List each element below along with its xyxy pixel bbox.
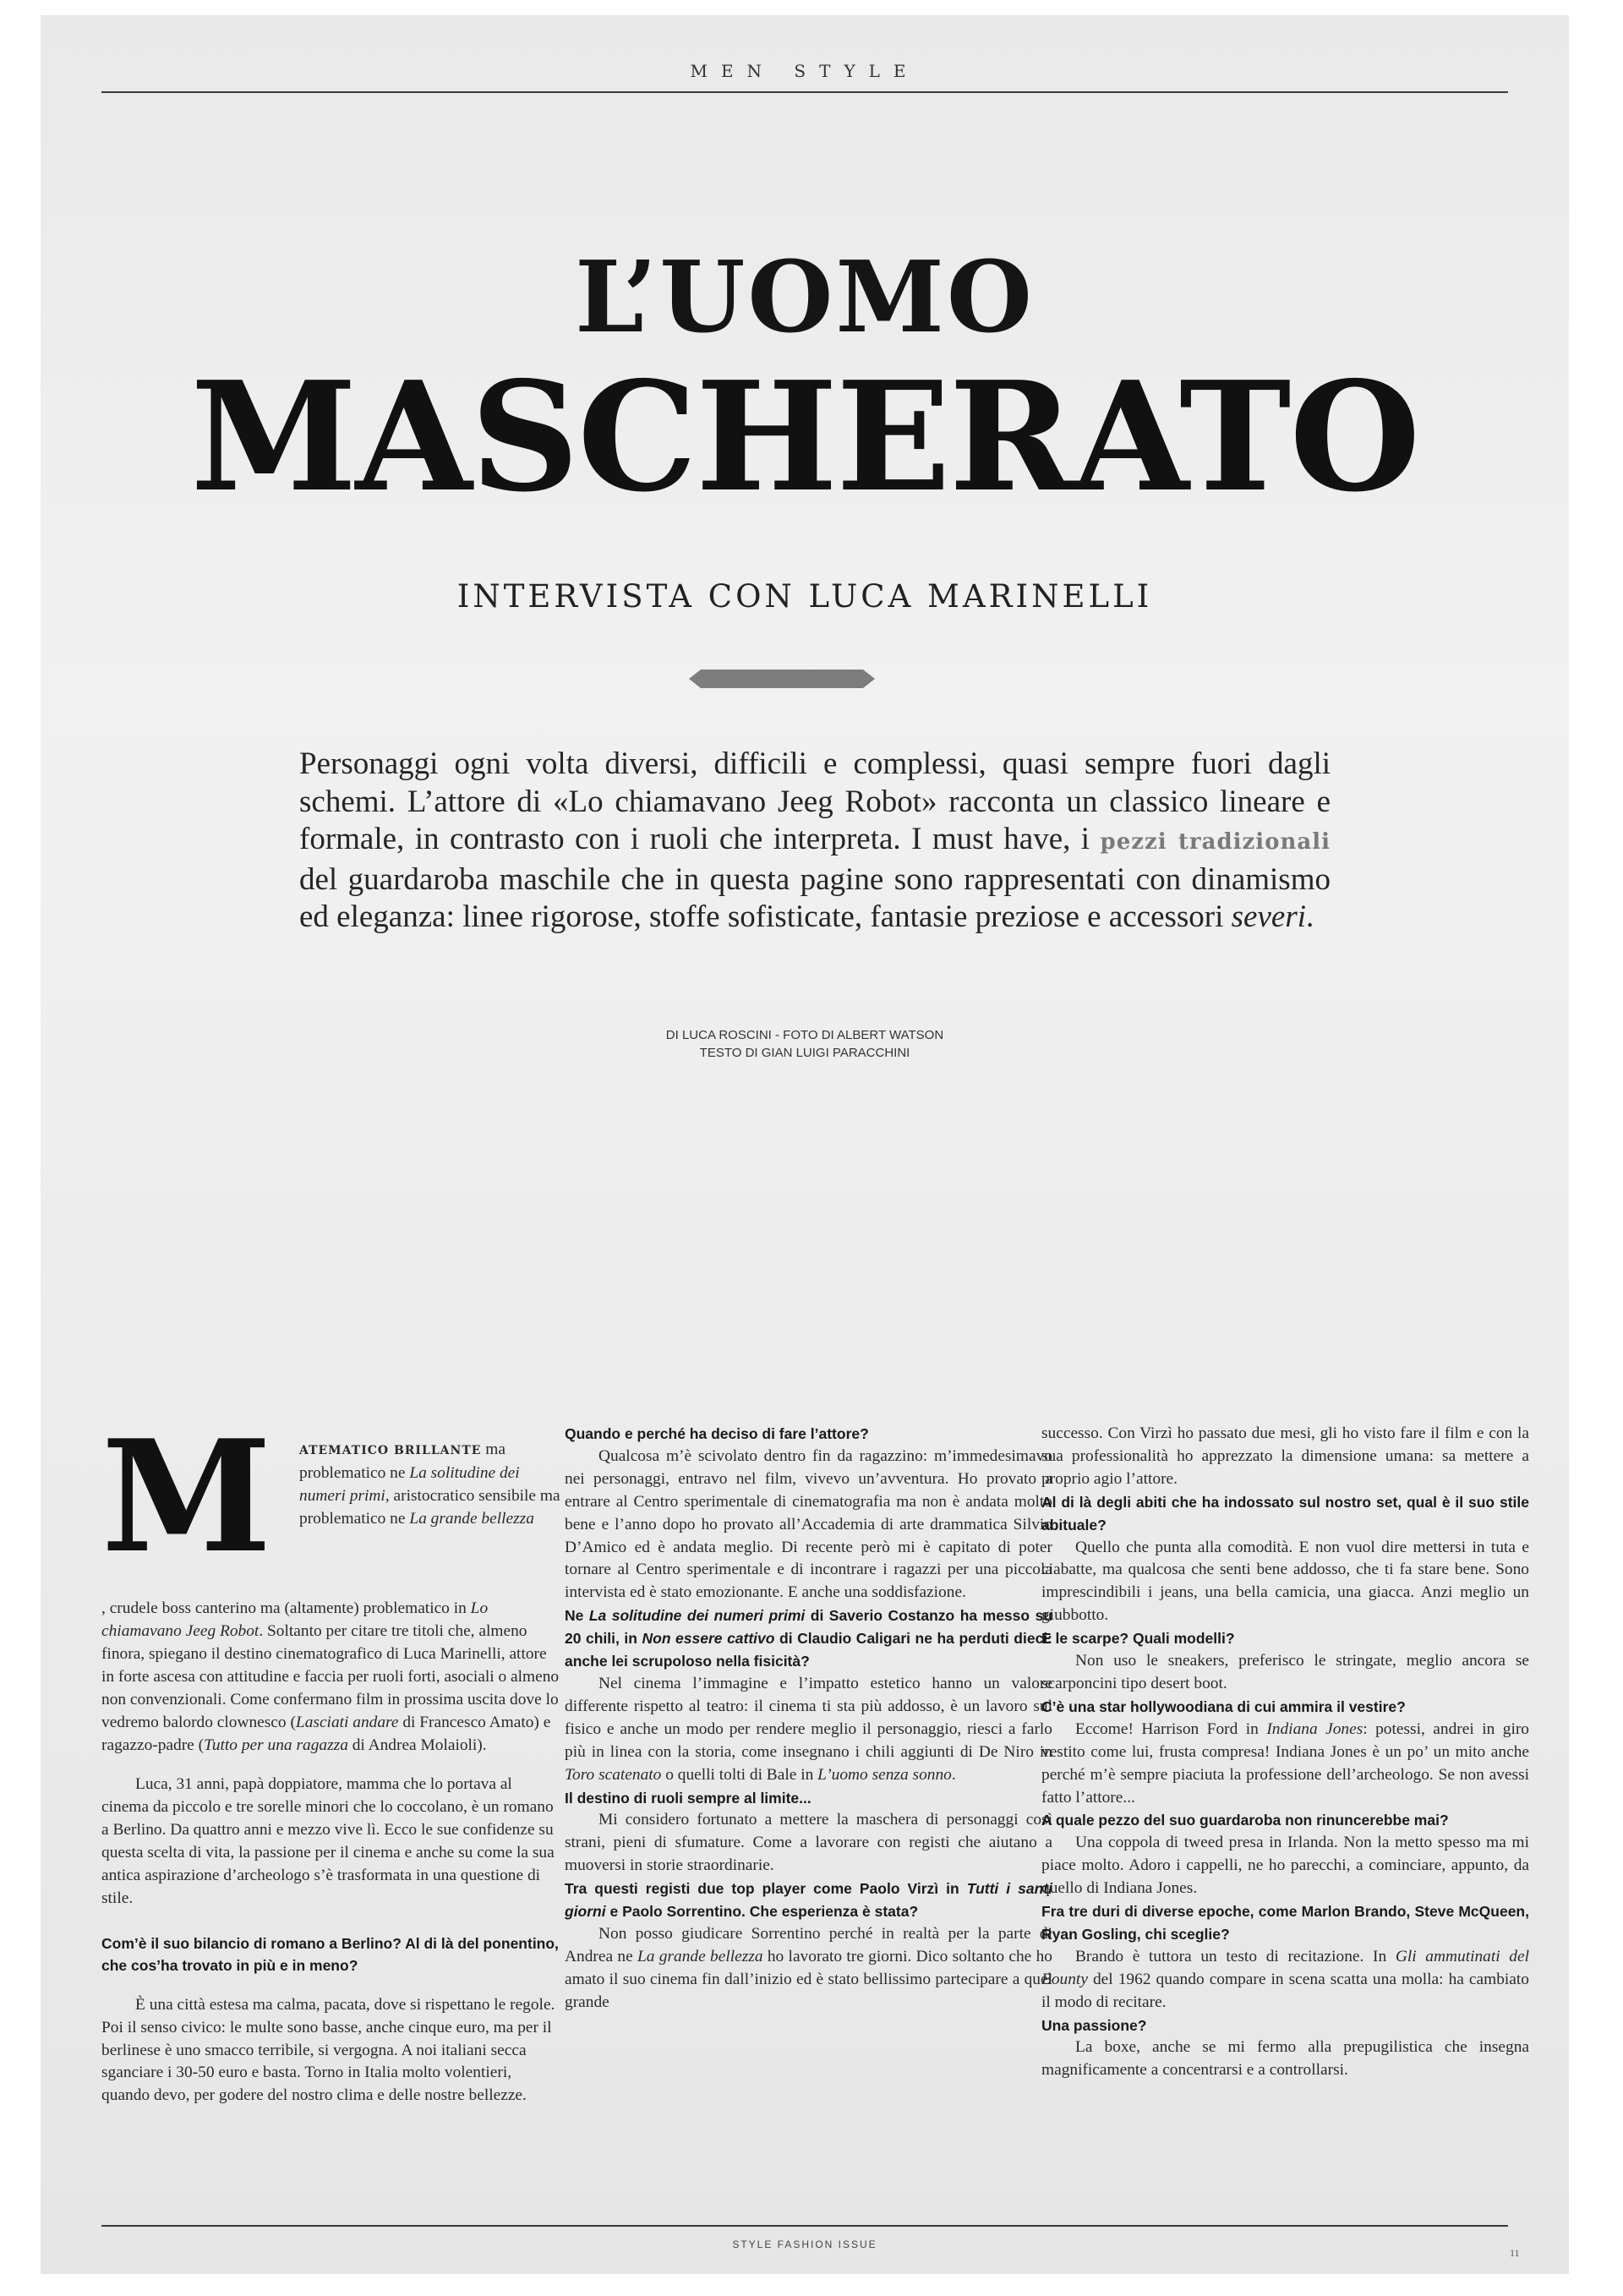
answer-text: Nel cinema l’immagine e l’impatto estetico hanno un valore differente rispetto al teatro: il cinema ti sta più addosso, è un lavoro sul fisico e anche un modo per rendere meglio il personaggio, riesci a farlo più in linea con la storia, come insegnano i chili aggiunti di De Niro in — [565, 1674, 1052, 1761]
intro-text: di Francesco Amato) e ragazzo-padre ( — [101, 1713, 551, 1754]
film-title: La grande bellezza — [409, 1510, 534, 1528]
film-title: Gli ammutinati del Bounty — [1041, 1947, 1529, 1988]
intro-text: ma problematico ne — [299, 1440, 505, 1483]
question: Una passione? — [1041, 2016, 1147, 2034]
page-number: 11 — [1510, 2247, 1520, 2259]
question: Quando e perché ha deciso di fare l’attore? — [565, 1425, 869, 1442]
film-title: La solitudine dei numeri primi — [588, 1607, 806, 1625]
credits-line-1: DI LUCA ROSCINI - FOTO DI ALBERT WATSON — [665, 1028, 944, 1042]
lead-ending: severi — [1231, 899, 1307, 934]
ornament-divider — [689, 670, 875, 688]
question — [565, 1604, 1052, 1673]
answer-text: Non posso giudicare Sorrentino perché in realtà per la parte di Andrea ne — [565, 1924, 1052, 1965]
column-2 — [565, 1423, 1052, 2014]
answer — [565, 1673, 1052, 1787]
question: C’è una star hollywoodiana di cui ammira il vestire? — [1041, 1697, 1406, 1715]
question: Fra tre duri di diverse epoche, come Marlon Brando, Steve McQueen, Ryan Gosling, chi sceglie? — [1041, 1903, 1529, 1943]
question-text: e Paolo Sorrentino. Che esperienza è stata? — [605, 1903, 919, 1921]
column-3 — [1041, 1423, 1529, 2082]
section-header: MEN STYLE — [690, 61, 920, 81]
credits — [41, 1026, 1569, 1062]
intro-text: , crudele boss canterino ma (altamente) problematico in — [101, 1599, 471, 1618]
film-title: La solitudine dei numeri primi — [299, 1464, 520, 1506]
answer: Non uso le sneakers, preferisco le stringate, meglio ancora se scarponcini tipo desert boot. — [1041, 1652, 1529, 1692]
lead-highlight: pezzi tradizionali — [1100, 829, 1331, 855]
question-text: di Saverio Costanzo ha messo su 20 chili, in — [565, 1607, 1052, 1648]
intro-text: di Andrea Molaioli). — [347, 1736, 487, 1754]
answer: È una città estesa ma calma, pacata, dove si rispettano le regole. Poi il senso civico: le multe sono basse, anche cinque euro, ma per il berlinese è uno smacco terribile, si vergogna. A noi italiani secca sganciare i 30-50 euro e basta. Torno in Italia molto volentieri, quando devo, per godere del nostro clima e delle nostre bellezze. — [101, 1995, 555, 2105]
film-title: L’uomo senza sonno — [817, 1765, 952, 1784]
answer-text: o quelli tolti di Bale in — [661, 1765, 818, 1784]
header-rule — [101, 91, 1508, 93]
film-title: Tutto per una ragazza — [204, 1736, 348, 1754]
column-1 — [101, 1582, 562, 2124]
question: Com’è il suo bilancio di romano a Berlino? Al di là del ponentino, che cos’ha trovato in più e in meno? — [101, 1934, 559, 1975]
film-title: Lo chiamavano Jeeg Robot — [101, 1599, 489, 1641]
subtitle: INTERVISTA CON LUCA MARINELLI — [456, 578, 1153, 615]
question: A quale pezzo del suo guardaroba non rinuncerebbe mai? — [1041, 1812, 1449, 1829]
lead-text-2: del guardaroba maschile che in questa pagine sono rappresentati con dinamismo ed eleganza: linee rigorose, stoffe sofisticate, fantasie preziose e accessori — [299, 861, 1331, 934]
question-text: Tra questi registi due top player come Paolo Virzì in — [565, 1880, 967, 1898]
credits-line-2: TESTO DI GIAN LUIGI PARACCHINI — [699, 1046, 910, 1060]
answer: La boxe, anche se mi fermo alla prepugilistica che insegna magnificamente a concentrarsi e a controllarsi. — [1041, 2038, 1529, 2080]
footer-rule — [101, 2225, 1508, 2227]
question — [565, 1878, 1052, 1923]
answer — [1041, 1946, 1529, 2014]
answer: Quello che punta alla comodità. E non vuol dire mettersi in tuta e ciabatte, ma qualcosa che senti bene addosso, che ti fa stare bene. Sono imprescindibili i jeans, una bella camicia, una giacca. Anzi meglio un giubbotto. — [1041, 1538, 1529, 1625]
film-title: Non essere cattivo — [642, 1630, 775, 1648]
question-text: Ne — [565, 1607, 589, 1625]
answer — [1041, 1719, 1529, 1810]
film-title: Tutti i santi giorni — [565, 1880, 1052, 1921]
answer-text: Brando è tuttora un testo di recitazione. In — [1075, 1947, 1396, 1965]
question: Al di là degli abiti che ha indossato sul nostro set, qual è il suo stile abituale? — [1041, 1493, 1529, 1533]
smallcaps-opening: ATEMATICO BRILLANTE — [299, 1444, 482, 1458]
answer: Una coppola di tweed presa in Irlanda. Non la metto spesso ma mi piace molto. Adoro i cappelli, ne ho parecchi, a cominciare, appunto, da quello di Indiana Jones. — [1041, 1834, 1529, 1898]
question: Il destino di ruoli sempre al limite... — [565, 1789, 812, 1807]
answer-text: ho lavorato tre giorni. Dico soltanto che ho amato il suo cinema fin dall’inizio ed è stato bellissimo partecipare a quel grande — [565, 1947, 1052, 2011]
question: E le scarpe? Quali modelli? — [1041, 1630, 1235, 1648]
answer: Mi considero fortunato a mettere la maschera di personaggi così strani, pieni di sfumature. Come a lavorare con registi che aiutano a muoversi in storie straordinarie. — [565, 1811, 1052, 1875]
answer: Qualcosa m’è scivolato dentro fin da ragazzino: m’immedesimavo nei personaggi, entravo nel film, vivevo un’avventura. Ho provato a entrare al Centro sperimentale di cinematografia ma non è andata molto bene e l’anno dopo ho provato all’Accademia di arte drammatica Silvio D’Amico ed è andata meglio. Di recente però mi è capitato di poter tornare al Centro sperimentale e di incontrare i ragazzi per una piccola intervista ed è stato emozionante. E anche una soddisfazione. — [565, 1446, 1052, 1602]
lead-paragraph — [299, 746, 1331, 937]
film-title: Indiana Jones — [1266, 1719, 1363, 1738]
intro-text: , aristocratico sensibile ma problematico ne — [299, 1487, 560, 1528]
answer — [565, 1923, 1052, 2014]
column-1-intro — [299, 1423, 562, 1547]
footer-label: STYLE FASHION ISSUE — [732, 2239, 877, 2250]
film-title: Toro scatenato — [565, 1765, 662, 1784]
film-title: La grande bellezza — [637, 1947, 763, 1965]
answer-text: del 1962 quando compare in scena scatta una molla: ha cambiato il modo di recitare. — [1041, 1970, 1529, 2011]
answer: successo. Con Virzì ho passato due mesi, gli ho visto fare il film e con la sua professionalità ho apprezzato la dimensione umana: sa mettere a proprio agio l’attore. — [1041, 1424, 1529, 1488]
title-line-2: MASCHERATO — [190, 348, 1419, 525]
drop-cap: M — [101, 1406, 272, 1587]
question-text: di Claudio Caligari ne ha perduti dieci: anche lei scrupoloso nella fisicità? — [565, 1630, 1052, 1670]
lead-text-1: Personaggi ogni volta diversi, difficili e complessi, quasi sempre fuori dagli schemi. L’attore di «Lo chiamavano Jeeg Robot» racconta un classico lineare e formale, in contrasto con i ruoli che interpreta. I must have, i — [299, 746, 1331, 856]
magazine-page — [41, 15, 1569, 2274]
paragraph: Luca, 31 anni, papà doppiatore, mamma che lo portava al cinema da piccolo e tre sorelle minori che lo coccolano, è un romano a Berlino. Da quattro anni e mezzo vive lì. Ecco le sue confidenze su questa scelta di vita, la passione per il cinema e anche su come la sua antica aspirazione d’archeologo s’è trasformata in una questione di stile. — [101, 1775, 555, 1907]
film-title: Lasciati andare — [295, 1713, 399, 1731]
title-line-1: L’UOMO — [575, 240, 1035, 355]
lead-period: . — [1306, 899, 1314, 934]
answer-text: Eccome! Harrison Ford in — [1075, 1719, 1267, 1738]
intro-text: . Soltanto per citare tre titoli che, almeno finora, spiegano il destino cinematografico di Luca Marinelli, attore in forte ascesa con attitudine e faccia per ruoli forti, asociali o almeno non convenzionali. Come confermano film in prossima uscita dove lo vedremo balordo clownesco ( — [101, 1622, 560, 1731]
answer-text: . — [951, 1765, 956, 1784]
answer-text: : potessi, andrei in giro vestito come lui, frusta compresa! Indiana Jones è un po’ un mito anche perché m’è sempre piaciuta la professione dell’archeologo. Se non avessi fatto l’attore... — [1041, 1719, 1529, 1807]
